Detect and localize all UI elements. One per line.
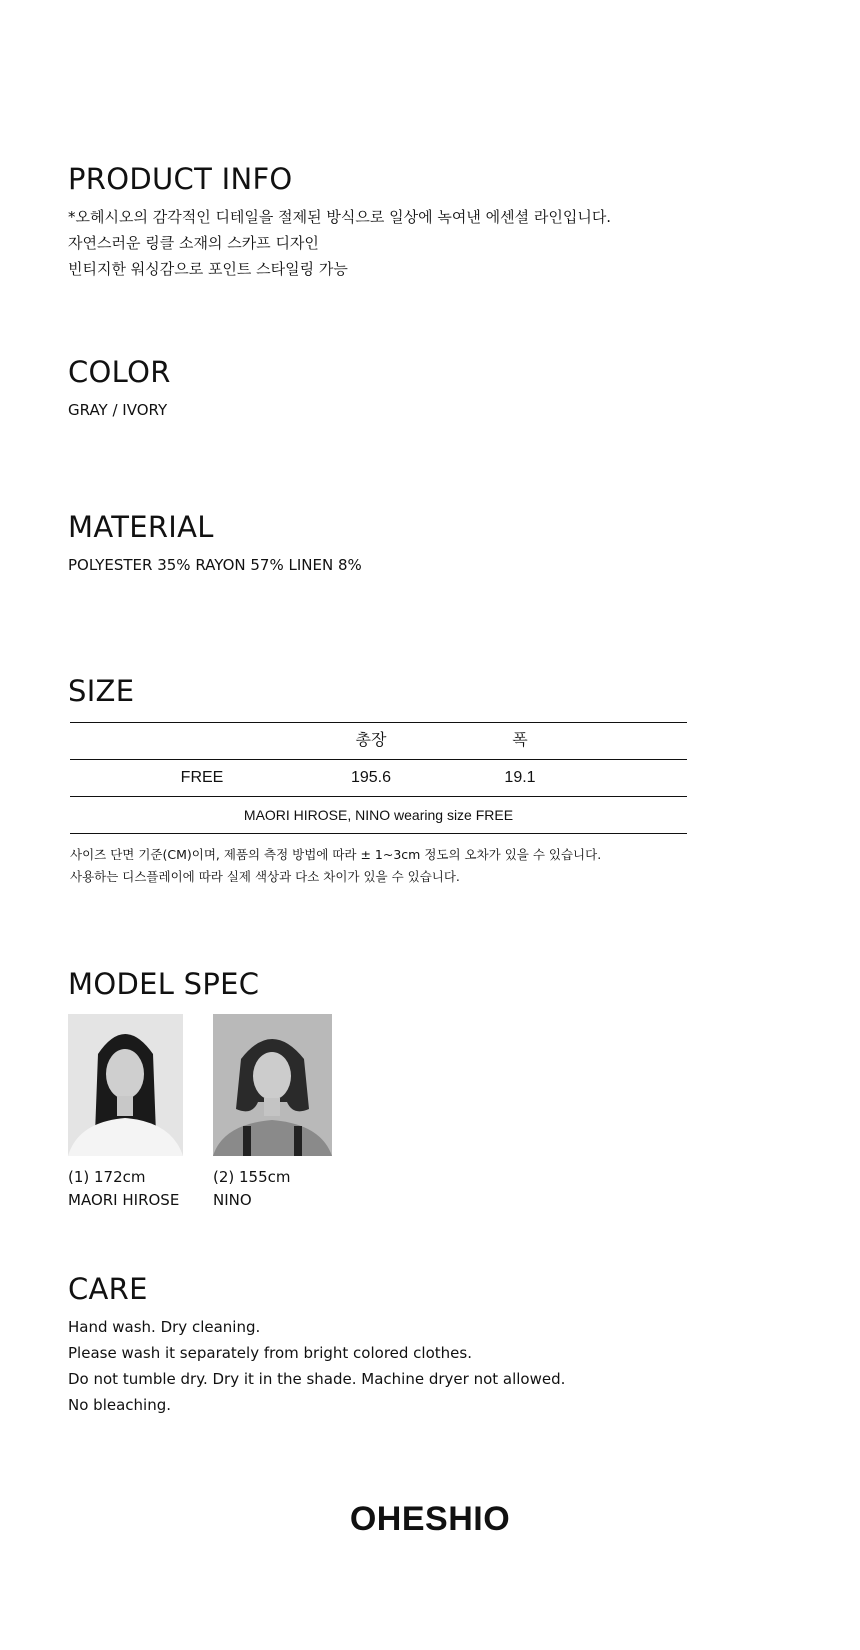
color-value: GRAY / IVORY [68, 401, 168, 419]
color-section [68, 355, 171, 423]
model-spec-heading: MODEL SPEC [68, 967, 260, 1001]
model-card-1 [68, 1014, 183, 1212]
size-heading: SIZE [68, 674, 135, 708]
care-line: Hand wash. Dry cleaning. [68, 1318, 261, 1336]
size-cell: FREE [180, 769, 224, 786]
wearing-note: MAORI HIROSE, NINO wearing size FREE [243, 807, 514, 823]
model-card-2 [213, 1014, 332, 1212]
care-heading: CARE [68, 1272, 148, 1306]
size-table-row [70, 760, 687, 797]
material-heading: MATERIAL [68, 510, 214, 544]
model-spec-section [68, 967, 259, 1001]
color-heading: COLOR [68, 355, 171, 389]
size-table [70, 722, 687, 834]
material-value: POLYESTER 35% RAYON 57% LINEN 8% [68, 556, 362, 574]
size-table-header-row [70, 722, 687, 760]
size-header-cell: 총장 [355, 732, 387, 749]
size-note-line: 사용하는 디스플레이에 따라 실제 색상과 다소 차이가 있을 수 있습니다. [70, 869, 460, 884]
care-line: Do not tumble dry. Dry it in the shade. Machine dryer not allowed. [68, 1370, 566, 1388]
model-portrait-icon [213, 1014, 332, 1156]
material-section [68, 510, 362, 578]
model-name: NINO [213, 1191, 252, 1209]
size-cell: 195.6 [350, 769, 392, 786]
product-info-line: 자연스러운 링클 소재의 스카프 디자인 [68, 234, 319, 252]
size-table-note-row [70, 797, 687, 834]
model-name: MAORI HIROSE [68, 1191, 180, 1209]
product-info-heading: PRODUCT INFO [68, 162, 293, 196]
size-cell: 19.1 [504, 769, 536, 786]
size-note-line: 사이즈 단면 기준(CM)이며, 제품의 측정 방법에 따라 ± 1~3cm 정도의 오차가 있을 수 있습니다. [70, 847, 602, 862]
model-photo-2 [213, 1014, 332, 1156]
care-line: No bleaching. [68, 1396, 171, 1414]
product-info-section [68, 162, 611, 282]
model-photo-1 [68, 1014, 183, 1156]
model-height: (1) 172cm [68, 1168, 146, 1186]
product-info-line: *오헤시오의 감각적인 디테일을 절제된 방식으로 일상에 녹여낸 에센셜 라인입니다. [68, 208, 612, 226]
model-height: (2) 155cm [213, 1168, 291, 1186]
size-section [68, 674, 134, 708]
brand-logo: OHESHIO [349, 1500, 511, 1538]
product-info-line: 빈티지한 워싱감으로 포인트 스타일링 가능 [68, 260, 348, 278]
care-section [68, 1272, 565, 1418]
size-notes [70, 844, 601, 888]
model-portrait-icon [68, 1014, 183, 1156]
size-header-cell: 폭 [512, 732, 528, 749]
care-line: Please wash it separately from bright colored clothes. [68, 1344, 472, 1362]
